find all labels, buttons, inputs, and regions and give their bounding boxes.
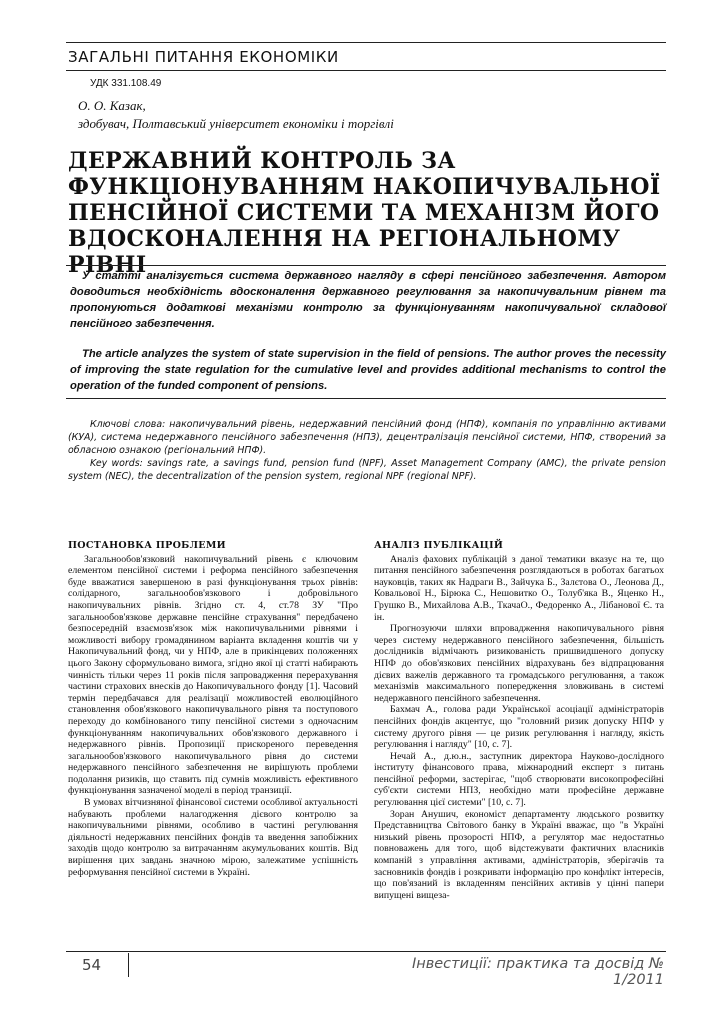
- paragraph: В умовах вітчизняної фінансової системи особливої актуальності набувають проблеми налагодження дієвого контролю за накопичувальними рівнями, особливо в частині регулювання діяльності недержавних пенсійних фондів та введення запобіжних заходів щодо контролю за витрачанням акумульованих коштів. Від вирішення цих завдань значною мірою, залежатиме успішність реформування пенсійної системи в Україні.: [68, 797, 358, 878]
- header-top-rule: [66, 42, 666, 43]
- abstract-english: The article analyzes the system of state supervision in the field of pensions. The author proves the necessity of improving the state regulation for the cumulative level and provides additional mechanisms to control the operation of the funded component of pensions.: [70, 348, 666, 392]
- header-bottom-rule: [66, 70, 666, 71]
- keywords-ukrainian: Ключові слова: накопичувальний рівень, недержавний пенсійний фонд (НПФ), компанія по управлінню активами (КУА), система недержавного пенсійного забезпечення (НПЗ), децентралізація пенсійної системи, НПФ, створений за обласною ознакою (регіональний НПФ).: [68, 419, 666, 456]
- udk-code: УДК 331.108.49: [90, 78, 162, 89]
- footer-rule: [66, 951, 666, 952]
- paragraph: Прогнозуючи шляхи впровадження накопичувального рівня через систему недержавного пенсійного забезпечення, більшість дослідників відмічають ризикованість пришвидшеного допуску НПФ до обов'язкових пенсійних відрахувань без відпрацювання дієвих важелів державного та громадського регулювання, а також механізмів максимального попередження зловживань в системі недержавного пенсійного забезпечення.: [374, 623, 664, 704]
- right-column-heading: АНАЛІЗ ПУБЛІКАЦІЙ: [374, 540, 504, 551]
- paragraph: Бахмач А., голова ради Української асоціації адміністраторів пенсійних фондів акцентує, що "головний ризик допуску НПФ у систему другого рівня — це ризик регулювання і нагляду, якість регулювання і нагляду" [10, с. 7].: [374, 704, 664, 751]
- paragraph: Аналіз фахових публікацій з даної тематики вказує на те, що питання пенсійного забезпечення розглядаються в роботах багатьох науковців, таких як Надраги В., Зайчука Б., Залєтова О., Леонова Д., Ковальової Н., Бірюка С., Нешовитко О., Толуб'яка В., Яценко Н., Грушко В., Михайлова А.В., ТкачаО., Федоренко А., Лібанової Є. та ін.: [374, 553, 664, 623]
- page-number: 54: [82, 956, 102, 974]
- left-column-heading: ПОСТАНОВКА ПРОБЛЕМИ: [68, 540, 226, 551]
- paragraph: Зоран Анушич, економіст департаменту людського розвитку Представництва Світового банку в Україні вважає, що "в Україні низький рівень прозорості НПФ, а регулятор має недостатньо повноважень для того, щоб відстежувати фактичних власників компаній з управління активами, адміністраторів, зберігачів та засновників фондів і розкривати інформацію про конфлікт інтересів, що пов'язаний із вкладенням пенсійних активів у цінні папери випущені вищеза-: [374, 808, 664, 901]
- author-block: [78, 97, 394, 133]
- right-column: [374, 540, 664, 901]
- abstract-ukrainian: У статті аналізується система державного нагляду в сфері пенсійного забезпечення. Автором доводиться необхідність вдосконалення державного регулювання за накопичувальним рівнем та пропонуються додаткові механізми контролю за функціонуванням накопичувальної складової пенсійного забезпечення.: [70, 270, 666, 330]
- paragraph: Загальнообов'язковий накопичувальний рівень є ключовим елементом пенсійної системи і реформа пенсійного забезпечення буде вважатися завершеною в разі функціонування трьох рівнів: солідарного, загальнообов'язкового і добровільного накопичувальних рівнів. Згідно ст. 4, ст.78 ЗУ "Про загальнообов'язкове державне пенсійне страхування" передбачено безпосередній взаємозв'язок між накопичувальними рівнями і можливості вибору громадянином варіанта вкладення коштів чи у Накопичувальний фонд, чи у НПФ, але в прикінцевих положеннях цього Закону сформульовано вимога, згідно якої ці статті набирають чинність тільки через 11 років після запровадження перерахування частини страхових внесків до Накопичувального фонду [1]. Часовий термін передбачався для реалізації можливостей еволюційного становлення обов'язкового накопичувального рівня та поступового переходу до комбінованого типу пенсійної системи з одночасним функціонуванням накопичувальних обов'язкового державного і недержавного рівнів. Пропозиції прискореного переведення загальнообов'язкового накопичувального рівня до системи недержавного пенсійного забезпечення не вирішують проблеми подолання ризиків, що ставить під сумнів можливість ефективного функціонування зазначеної моделі в період транзиції.: [68, 553, 358, 797]
- abstract-top-rule: [66, 265, 666, 266]
- keywords-block: [68, 418, 666, 483]
- author-affiliation: здобувач, Полтавський університет економіки і торгівлі: [78, 116, 394, 131]
- section-heading: ЗАГАЛЬНІ ПИТАННЯ ЕКОНОМІКИ: [68, 48, 339, 66]
- keywords-english: Key words: savings rate, a savings fund, pension fund (NPF), Asset Management Company (AMC), the private pension system (NEC), the decentralization of the pension system, regional NPF (regional NPF).: [68, 458, 666, 482]
- paragraph: Нечай А., д.ю.н., заступник директора Науково-дослідного інституту фінансового права, міжнародний експерт з питань пенсійної реформи, застерігає, "щоб створювати високопрофесійні суб'єкти системи НПЗ, необхідно мати професійне державне регулювання цієї системи" [10, с. 7].: [374, 750, 664, 809]
- article-title: ДЕРЖАВНИЙ КОНТРОЛЬ ЗА ФУНКЦІОНУВАННЯМ НАКОПИЧУВАЛЬНОЇ ПЕНСІЙНОЇ СИСТЕМИ ТА МЕХАНІЗМ ЙОГО ВДОСКОНАЛЕННЯ НА РЕГІОНАЛЬНОМУ РІВНІ: [68, 148, 661, 278]
- author-name: О. О. Казак,: [78, 98, 146, 113]
- left-column: [68, 540, 358, 878]
- abstract-bottom-rule: [66, 398, 666, 399]
- journal-name: Інвестиції: практика та досвід № 1/2011: [411, 956, 664, 988]
